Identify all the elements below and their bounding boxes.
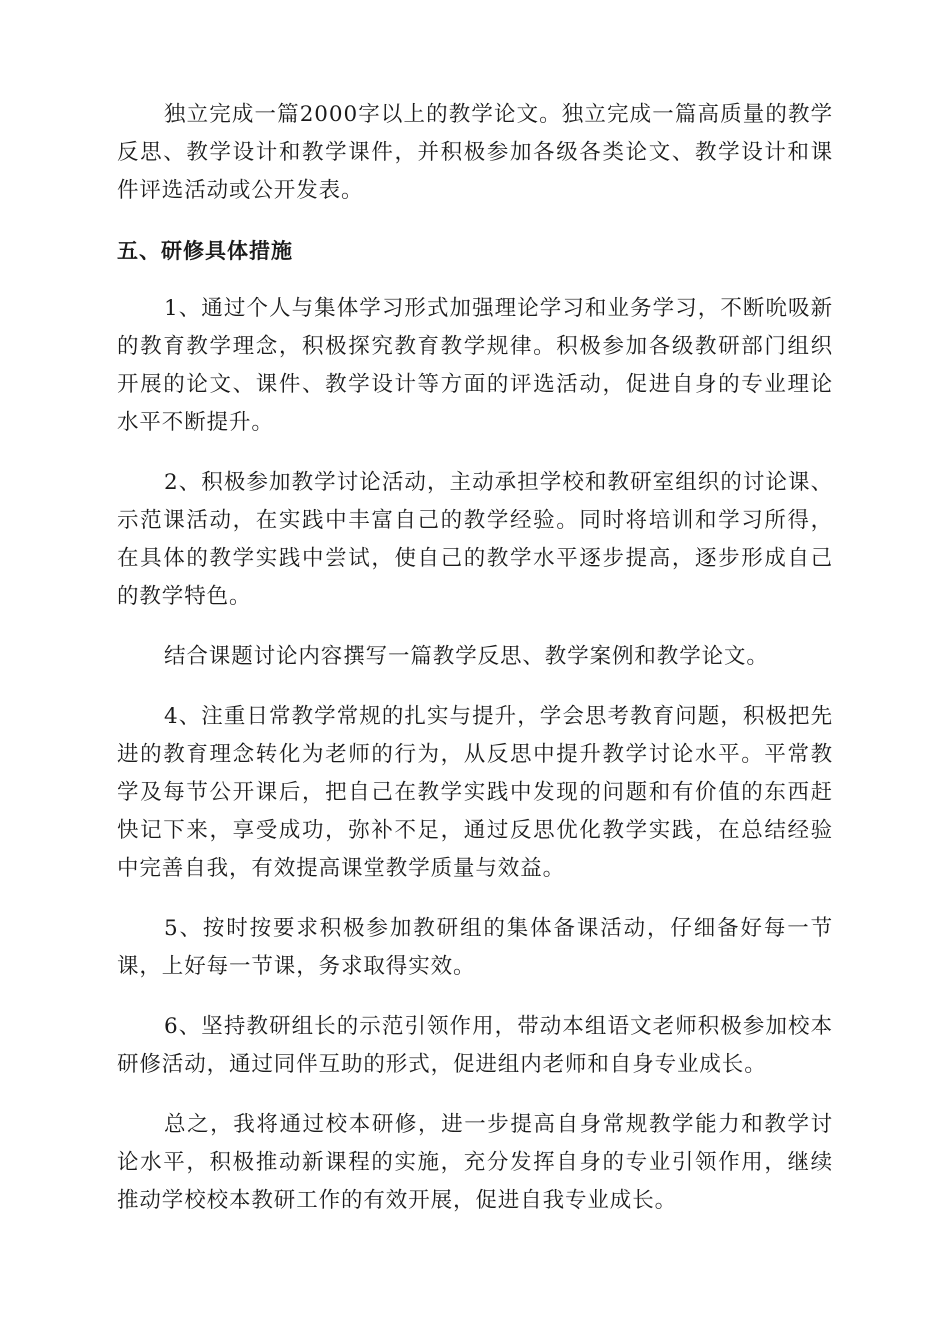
paragraph-measure-5: 5、按时按要求积极参加教研组的集体备课活动，仔细备好每一节课，上好每一节课，务求取得实效。 xyxy=(117,916,833,979)
paragraph-measure-3: 结合课题讨论内容撰写一篇教学反思、教学案例和教学论文。 xyxy=(164,644,769,669)
paragraph-conclusion: 总之，我将通过校本研修，进一步提高自身常规教学能力和教学讨论水平，积极推动新课程的实施，充分发挥自身的专业引领作用，继续推动学校校本教研工作的有效开展，促进自我专业成长。 xyxy=(117,1112,833,1213)
document-page xyxy=(117,96,833,1242)
paragraph-measure-4: 4、注重日常教学常规的扎实与提升，学会思考教育问题，积极把先进的教育理念转化为老师的行为，从反思中提升教学讨论水平。平常教学及每节公开课后，把自己在教学实践中发现的问题和有价值的东西赶快记下来，享受成功，弥补不足，通过反思优化教学实践，在总结经验中完善自我，有效提高课堂教学质量与效益。 xyxy=(117,704,833,881)
section-heading: 五、研修具体措施 xyxy=(117,239,293,263)
paragraph-goal: 独立完成一篇2000字以上的教学论文。独立完成一篇高质量的教学反思、教学设计和教学课件，并积极参加各级各类论文、教学设计和课件评选活动或公开发表。 xyxy=(117,102,833,203)
paragraph-measure-6: 6、坚持教研组长的示范引领作用，带动本组语文老师积极参加校本研修活动，通过同伴互助的形式，促进组内老师和自身专业成长。 xyxy=(117,1014,833,1077)
paragraph-measure-2: 2、积极参加教学讨论活动，主动承担学校和教研室组织的讨论课、示范课活动，在实践中丰富自己的教学经验。同时将培训和学习所得，在具体的教学实践中尝试，使自己的教学水平逐步提高，逐步形成自己的教学特色。 xyxy=(117,470,833,609)
paragraph-measure-1: 1、通过个人与集体学习形式加强理论学习和业务学习，不断吮吸新的教育教学理念，积极探究教育教学规律。积极参加各级教研部门组织开展的论文、课件、教学设计等方面的评选活动，促进自身的专业理论水平不断提升。 xyxy=(117,296,833,435)
